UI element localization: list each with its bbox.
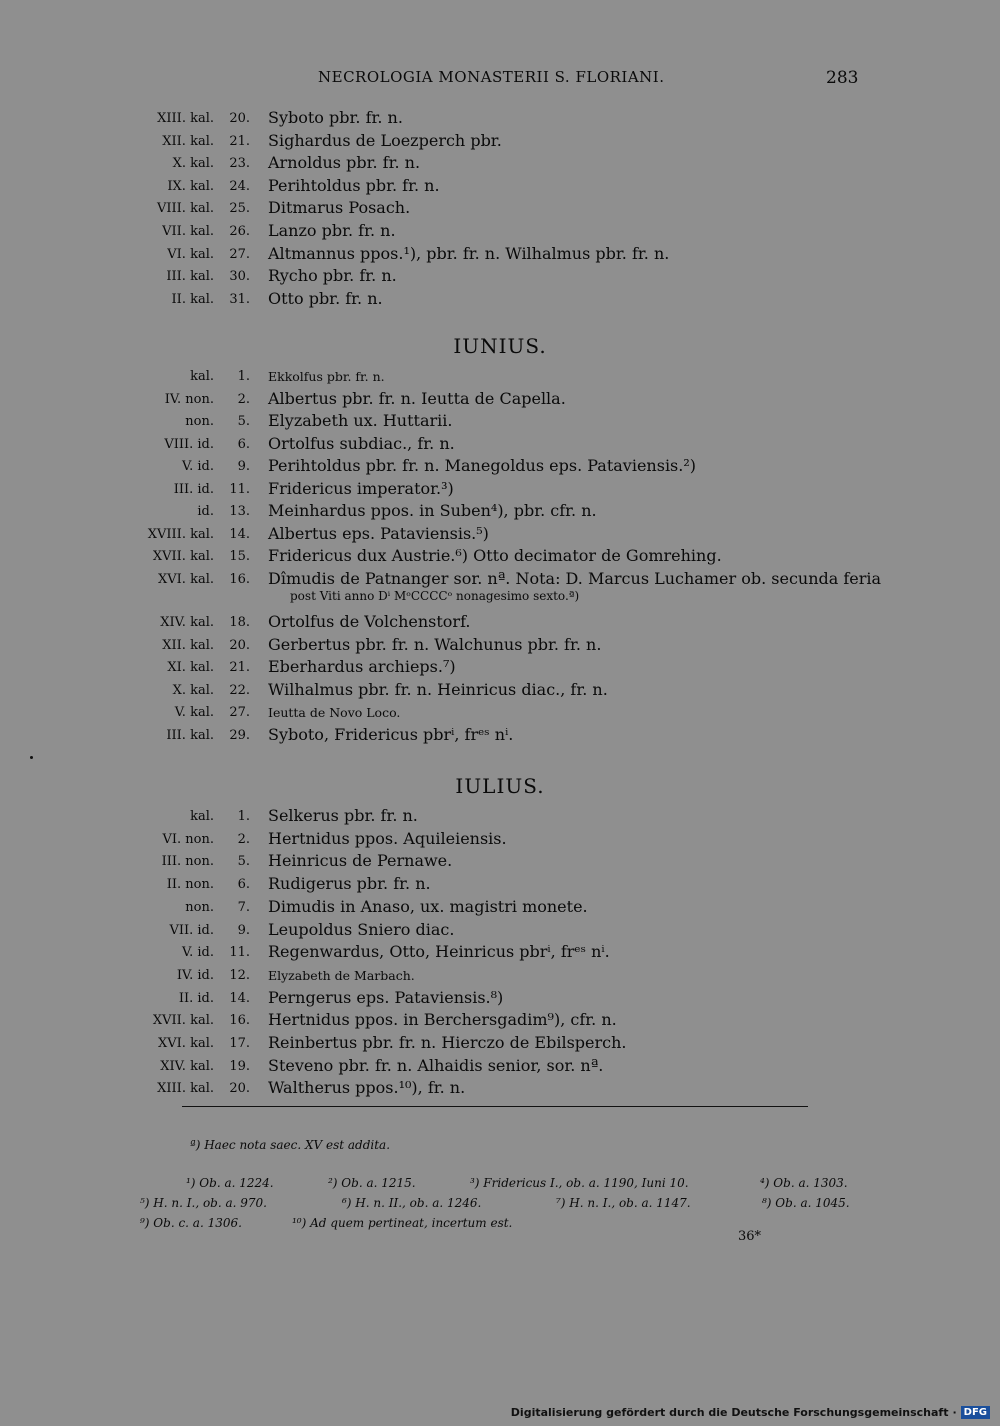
entry-text: Selkerus pbr. fr. n. [268,806,418,825]
dfg-funding-note [511,1406,990,1419]
sheet-signature: 36* [738,1229,762,1244]
entry-date: X. kal. [172,682,214,698]
entry-day-number: 23. [229,156,250,172]
entry-text: Otto pbr. fr. n. [268,288,383,308]
entry-day-number: 20. [229,1081,250,1097]
entry-date: III. kal. [166,269,214,285]
entry-row [0,680,1000,702]
entry-row [0,1056,1000,1078]
entry-date: VIII. kal. [157,201,214,217]
entry-day-number: 30. [229,269,250,285]
entry-day-number: 6. [237,436,250,452]
entry-text: Gerbertus pbr. fr. n. Walchunus pbr. fr. n. [268,634,602,654]
entry-date: VII. kal. [162,224,214,239]
entry-day-number: 11. [229,481,250,497]
entry-row [0,988,1000,1010]
entry-row [0,389,1000,411]
entry-day-number: 9. [237,459,250,474]
footnote-2: ²) Ob. a. 1215. [328,1176,416,1190]
footnote-a: ª) Haec nota saec. XV est addita. [190,1138,391,1152]
entry-day-number: 29. [229,727,250,743]
entry-date: XIII. kal. [157,1081,214,1097]
entry-date: kal. [190,809,214,824]
footnote-divider [182,1106,808,1107]
entry-row [0,524,1000,546]
entry-text: Sighardus de Loezperch pbr. [268,130,502,150]
entry-day-number: 16. [229,571,250,587]
entry-date: IV. id. [176,967,214,983]
entry-row [0,266,1000,288]
entry-date: VII. id. [169,922,214,938]
footnote-8: ⁸) Ob. a. 1045. [762,1196,850,1210]
entry-day-number: 11. [229,945,250,961]
entry-text: Albertus pbr. fr. n. Ieutta de Capella. [268,388,566,408]
entry-row [0,221,1000,243]
entry-text: Elyzabeth ux. Huttarii. [268,411,453,430]
entry-row [0,829,1000,851]
entry-row [0,244,1000,266]
entry-text: Fridericus dux Austrie.⁶) Otto decimator de Gomrehing. [268,546,722,565]
entry-date: II. id. [178,990,214,1006]
entry-date: XVIII. kal. [147,526,214,542]
entry-text: Hertnidus ppos. Aquileiensis. [268,828,507,848]
entry-row [0,1078,1000,1100]
entry-row [0,635,1000,657]
footnote-10: ¹⁰) Ad quem pertineat, incertum est. [292,1216,513,1230]
entry-text: Perihtoldus pbr. fr. n. [268,175,440,195]
entry-day-number: 1. [237,369,250,384]
entry-date: XII. kal. [162,637,214,653]
entry-date: IX. kal. [167,178,214,194]
entry-text: Dîmudis de Patnanger sor. nª. Nota: D. Marcus Luchamer ob. secunda feria [268,568,882,588]
entry-row [0,434,1000,456]
footnote-4: ⁴) Ob. a. 1303. [760,1176,848,1190]
dfg-label: Digitalisierung gefördert durch die Deutsche Forschungsgemeinschaft [510,1406,949,1419]
month-heading-iulius: IULIUS. [455,774,545,798]
entry-row [0,874,1000,896]
entry-day-number: 16. [229,1013,250,1029]
entry-day-number: 27. [229,246,250,262]
entry-day-number: 13. [229,504,250,519]
entry-date: II. non. [166,877,214,893]
entry-row [0,1010,1000,1032]
entry-date: id. [197,504,214,519]
entry-text: Perngerus eps. Pataviensis.⁸) [268,987,504,1007]
entry-date: V. id. [182,459,214,474]
footnote-7: ⁷) H. n. I., ob. a. 1147. [556,1196,691,1210]
entry-date: II. kal. [171,291,214,307]
entry-text: Leupoldus Sniero diac. [268,919,455,939]
entry-day-number: 26. [229,224,250,239]
page-number: 283 [826,68,859,88]
entry-text: Altmannus ppos.¹), pbr. fr. n. Wilhalmus pbr. fr. n. [268,243,670,263]
month-heading-iunius: IUNIUS. [453,334,547,358]
entry-text: Syboto, Fridericus pbrⁱ, frᵉˢ nⁱ. [268,724,514,744]
entry-row [0,612,1000,634]
entry-text: Reinbertus pbr. fr. n. Hierczo de Ebilsperch. [268,1033,627,1052]
entry-date: kal. [190,369,214,384]
entry-row [0,366,1000,388]
entry-text: Heinricus de Pernawe. [268,851,453,871]
entry-row [0,851,1000,873]
entry-row [0,176,1000,198]
entry-day-number: 5. [237,854,250,870]
entry-date: VI. kal. [167,246,214,262]
entry-day-number: 17. [229,1036,250,1051]
entry-day-number: 20. [229,111,250,126]
entry-row [0,1033,1000,1055]
entry-day-number: 27. [229,705,250,720]
entry-row [0,456,1000,478]
entry-text: Ortolfus subdiac., fr. n. [268,433,455,453]
entry-day-number: 18. [229,615,250,630]
entry-day-number: 22. [229,682,250,698]
entry-date: III. non. [161,854,214,870]
entry-row [0,153,1000,175]
entry-row [0,289,1000,311]
entry-day-number: 15. [229,549,250,564]
entry-date: XIV. kal. [160,1058,214,1074]
dfg-separator: · [952,1406,957,1419]
entry-row [0,479,1000,501]
entry-day-number: 31. [229,291,250,307]
entry-text: Regenwardus, Otto, Heinricus pbrⁱ, frᵉˢ nⁱ. [268,942,610,962]
footnote-3: ³) Fridericus I., ob. a. 1190, Iuni 10. [470,1176,689,1190]
entry-text: Meinhardus ppos. in Suben⁴), pbr. cfr. n. [268,501,597,520]
entry-day-number: 25. [229,201,250,217]
footnote-9: ⁹) Ob. c. a. 1306. [140,1216,242,1230]
entry-row [0,546,1000,568]
entry-text: Rudigerus pbr. fr. n. [268,874,431,894]
entry-text: Ditmarus Posach. [268,198,411,218]
entry-date: XII. kal. [162,133,214,149]
footnote-5: ⁵) H. n. I., ob. a. 970. [140,1196,267,1210]
entry-text: Dimudis in Anaso, ux. magistri monete. [268,896,588,916]
entry-date: V. kal. [174,705,214,720]
entry-text: Rycho pbr. fr. n. [268,266,397,286]
entry-date: non. [185,414,214,429]
entry-day-number: 5. [237,414,250,429]
entry-date: X. kal. [172,156,214,172]
entry-day-number: 21. [229,660,250,675]
entry-day-number: 2. [237,831,250,847]
entry-day-number: 24. [229,178,250,194]
entry-date: V. id. [182,945,214,961]
footnote-1: ¹) Ob. a. 1224. [186,1176,274,1190]
entry-day-number: 2. [237,391,250,407]
entry-date: XIV. kal. [160,615,214,630]
entry-date: III. id. [173,481,214,497]
entry-row [0,965,1000,987]
entry-date: III. kal. [166,727,214,743]
entry-text: Lanzo pbr. fr. n. [268,221,396,240]
entry-row [0,806,1000,828]
dfg-logo-icon: DFG [961,1406,990,1419]
entry-date: XIII. kal. [157,111,214,126]
entry-text: Ekkolfus pbr. fr. n. [268,369,385,384]
entry-text: Syboto pbr. fr. n. [268,108,403,127]
entry-row [0,657,1000,679]
entry-text: Ortolfus de Volchenstorf. [268,612,471,631]
entry-text: Albertus eps. Pataviensis.⁵) [268,523,489,543]
entry-date: XVI. kal. [158,1036,214,1051]
entry-date: XI. kal. [167,660,214,675]
entry-day-number: 1. [237,809,250,824]
entry-text: Wilhalmus pbr. fr. n. Heinricus diac., fr. n. [268,679,608,699]
entry-row [0,897,1000,919]
entry-text: Steveno pbr. fr. n. Alhaidis senior, sor. nª. [268,1055,604,1075]
entry-date: XVI. kal. [158,571,214,587]
entry-row [0,198,1000,220]
entry-text: Eberhardus archieps.⁷) [268,657,456,676]
entry-row [0,411,1000,433]
entry-date: non. [185,899,214,915]
entry-text: Arnoldus pbr. fr. n. [268,153,421,173]
entry-text: Perihtoldus pbr. fr. n. Manegoldus eps. Pataviensis.²) [268,456,697,475]
entry-day-number: 12. [229,967,250,983]
entry-day-number: 9. [237,922,250,938]
footnote-6: ⁶) H. n. II., ob. a. 1246. [342,1196,482,1210]
entry-note-continuation: post Viti anno Dⁱ MᵒCCCCᵒ nonagesimo sexto.ª) [290,588,580,603]
entry-row [0,501,1000,523]
entry-day-number: 20. [229,637,250,653]
entry-date: XVII. kal. [152,549,214,564]
entry-date: XVII. kal. [152,1013,214,1029]
entry-row [0,942,1000,964]
entry-text: Ieutta de Novo Loco. [268,705,401,720]
entry-date: IV. non. [164,391,214,407]
entry-row [0,131,1000,153]
entry-row [0,568,1000,603]
scan-speck [30,756,33,759]
entry-text: Hertnidus ppos. in Berchersgadim⁹), cfr. n. [268,1010,617,1030]
entry-row [0,702,1000,724]
entry-text: Waltherus ppos.¹⁰), fr. n. [268,1078,466,1098]
entry-day-number: 19. [229,1058,250,1074]
entry-row [0,725,1000,747]
entry-text: Fridericus imperator.³) [268,478,454,498]
entry-row [0,920,1000,942]
entry-day-number: 7. [237,899,250,915]
entry-day-number: 14. [229,990,250,1006]
entry-day-number: 6. [237,877,250,893]
running-title: NECROLOGIA MONASTERII S. FLORIANI. [318,68,665,86]
entry-date: VI. non. [162,831,214,847]
entry-text: Elyzabeth de Marbach. [268,967,415,983]
entry-day-number: 21. [229,133,250,149]
entry-date: VIII. id. [164,436,214,452]
entry-day-number: 14. [229,526,250,542]
entry-row [0,108,1000,130]
